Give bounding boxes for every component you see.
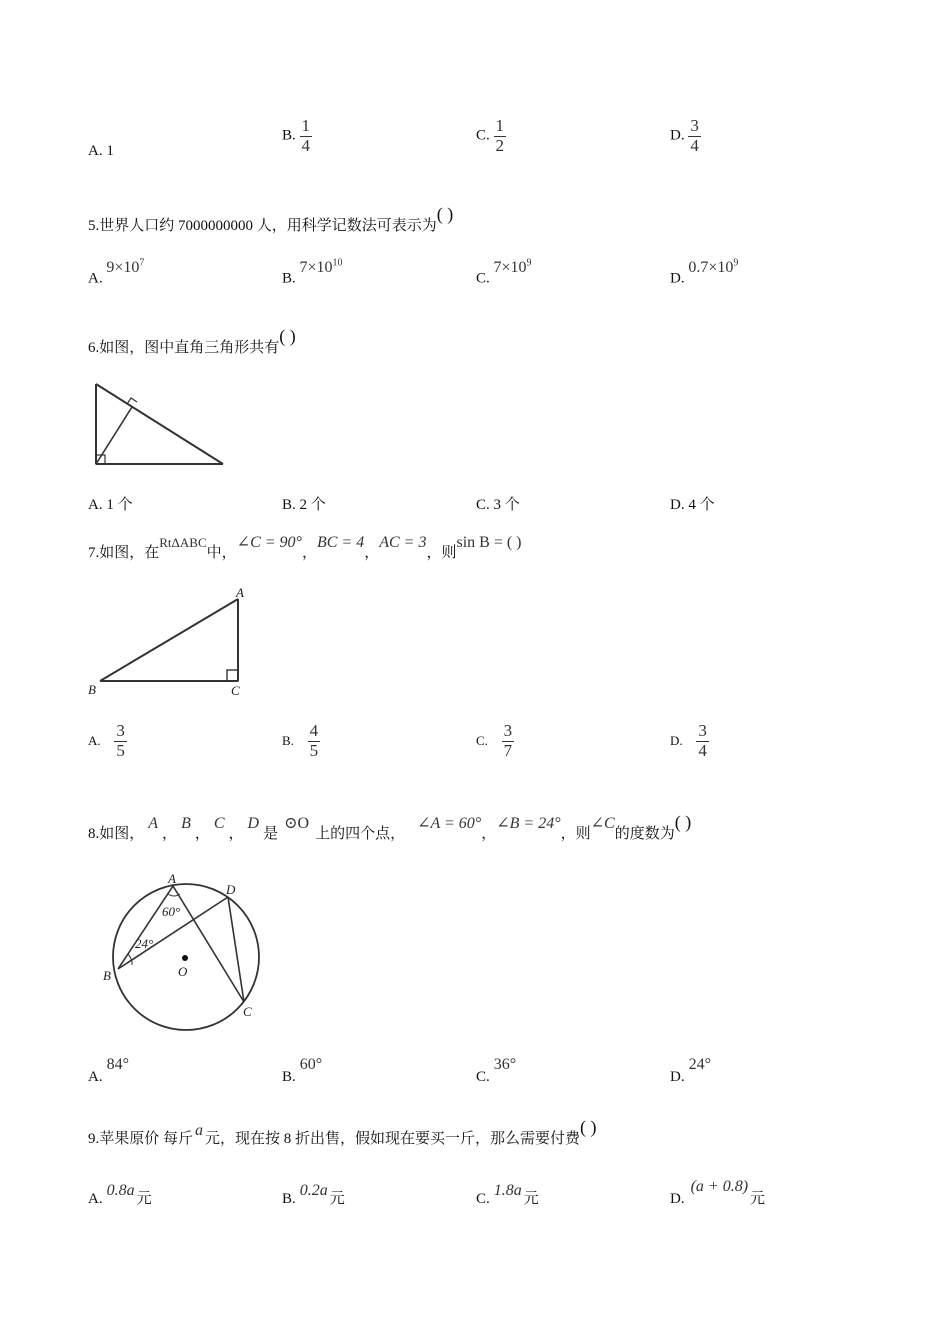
q5-option-d[interactable]: D. $0.7\times 10^9$	[670, 258, 739, 287]
q7-option-c[interactable]: C. $\frac{3}{7}$	[476, 721, 513, 760]
fraction: $\frac{3}{7}$	[503, 721, 513, 760]
fraction: $\frac{1}{2}$	[495, 116, 505, 155]
q8-option-c[interactable]: C.36°	[476, 1056, 517, 1085]
answer-paren: ( )	[279, 326, 296, 346]
q5-option-c[interactable]: C. $7\times 10^9$	[476, 258, 532, 287]
triangle-hypotenuse	[96, 384, 223, 464]
q8-option-b[interactable]: B.60°	[282, 1056, 323, 1085]
center-point	[182, 955, 188, 961]
q6-figure-triangle	[88, 378, 228, 470]
angle-label-24: 24°	[135, 936, 154, 951]
q4-option-a[interactable]: A. 1	[88, 143, 114, 159]
answer-paren: ( )	[580, 1117, 597, 1137]
q5-option-b[interactable]: B. $7\times 10^{10}$	[282, 258, 343, 287]
q9-option-c[interactable]: C. 1.8a 元	[476, 1182, 539, 1207]
chord-ab	[118, 886, 173, 969]
q7-option-b[interactable]: B. $\frac{4}{5}$	[282, 721, 319, 760]
angle-label-60: 60°	[162, 904, 181, 919]
side-ab	[100, 599, 238, 681]
label-c: C	[231, 683, 240, 698]
q6-stem: 6.如图，图中直角三角形共有( )	[88, 326, 296, 356]
q6-option-c[interactable]: C. 3 个	[476, 497, 520, 513]
fraction: $\frac{1}{4}$	[301, 116, 311, 155]
q9-stem: 9.苹果原价 每斤 a 元，现在按 8 折出售，假如现在要买一斤，那么需要付费( )	[88, 1117, 597, 1147]
right-angle-mark	[127, 398, 137, 404]
q9-option-a[interactable]: A. 0.8a 元	[88, 1182, 152, 1207]
q7-figure-triangle	[86, 585, 256, 700]
angle-arc-b	[128, 954, 132, 965]
fraction: $\frac{3}{5}$	[116, 721, 125, 760]
label-b: B	[103, 968, 111, 983]
answer-paren: ( )	[674, 812, 692, 832]
q6-option-b[interactable]: B. 2 个	[282, 497, 326, 513]
fraction: $\frac{3}{4}$	[698, 721, 707, 760]
right-angle-mark	[227, 670, 238, 681]
label-d: D	[226, 882, 236, 897]
label-b: B	[88, 682, 96, 697]
q4-option-b[interactable]: B. $\frac{1}{4}$	[282, 116, 311, 155]
fraction: $\frac{4}{5}$	[309, 721, 319, 760]
q8-option-d[interactable]: D.24°	[670, 1056, 711, 1085]
fraction: $\frac{3}{4}$	[690, 116, 699, 155]
label-o: O	[178, 964, 188, 979]
chord-dc	[228, 897, 244, 1002]
q9-option-d[interactable]: D.(a + 0.8)元	[670, 1178, 766, 1207]
q8-option-a[interactable]: A.84°	[88, 1056, 129, 1085]
q7-option-d[interactable]: D. $\frac{3}{4}$	[670, 721, 707, 760]
q9-option-b[interactable]: B. 0.2a 元	[282, 1182, 345, 1207]
q8-stem: 8.如图，A，B，C，D是⊙O上的四个点，∠A = 60°，∠B = 24°，则∠C的度数为( )	[88, 812, 692, 842]
q4-option-c[interactable]: C. $\frac{1}{2}$	[476, 116, 505, 155]
chord-ac	[173, 886, 244, 1002]
q7-stem: 7.如图，在RtΔABC中，∠C = 90°，BC = 4，AC = 3，则sin B = ( )	[88, 534, 522, 561]
q5-stem: 5.世界人口约 7000000000 人，用科学记数法可表示为( )	[88, 204, 454, 234]
q8-figure-circle	[98, 868, 268, 1040]
answer-paren: ( )	[436, 204, 454, 224]
q7-option-a[interactable]: A. $\frac{3}{5}$	[88, 721, 125, 760]
label-c: C	[243, 1004, 252, 1019]
q5-option-a[interactable]: A. $9\times 10^7$	[88, 258, 145, 287]
answer-paren: sin B = ( )	[456, 534, 522, 551]
label-a: A	[236, 585, 244, 600]
q6-option-d[interactable]: D. 4 个	[670, 497, 715, 513]
q4-option-d[interactable]: D. $\frac{3}{4}$	[670, 116, 699, 155]
q6-option-a[interactable]: A. 1 个	[88, 497, 133, 513]
label-a: A	[168, 871, 176, 886]
